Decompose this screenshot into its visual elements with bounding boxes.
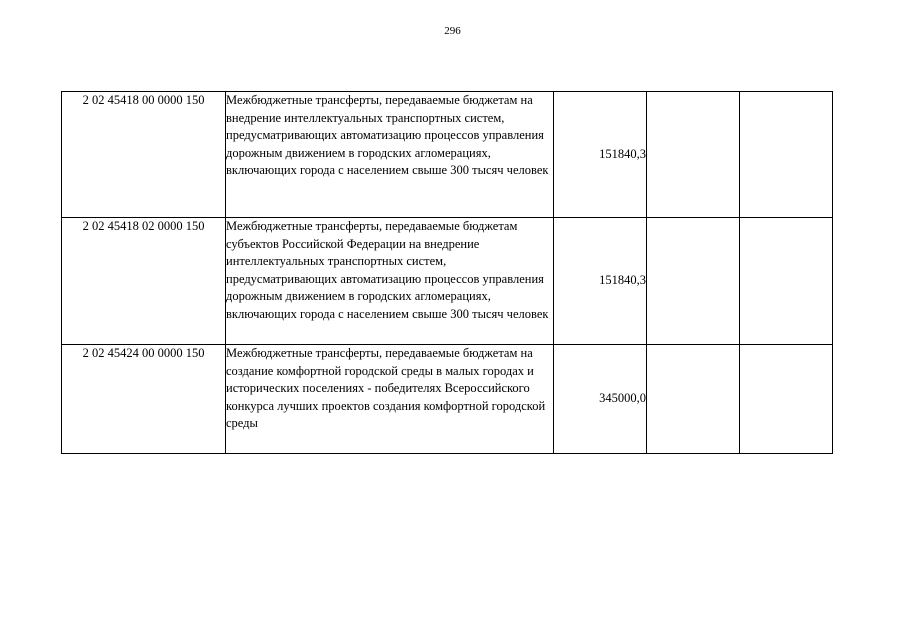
empty-cell: [647, 218, 740, 345]
empty-cell: [740, 345, 833, 454]
table-row: [62, 218, 833, 345]
budget-code-cell: 2 02 45418 02 0000 150: [62, 218, 226, 345]
table-row: [62, 345, 833, 454]
amount-cell: 151840,3: [554, 218, 647, 345]
table-row: [62, 92, 833, 218]
amount-cell: 345000,0: [554, 345, 647, 454]
description-cell: Межбюджетные трансферты, передаваемые бюджетам на внедрение интеллектуальных транспортных систем, предусматривающих автоматизацию процессов управления дорожным движением в городских агломерациях, включающих города с населением свыше 300 тысяч человек: [226, 92, 554, 218]
budget-table: [61, 91, 833, 454]
amount-cell: 151840,3: [554, 92, 647, 218]
empty-cell: [647, 92, 740, 218]
page-number: 296: [444, 25, 461, 37]
description-cell: Межбюджетные трансферты, передаваемые бюджетам на создание комфортной городской среды в малых городах и исторических поселениях - победителях Всероссийского конкурса лучших проектов создания комфортной городской среды: [226, 345, 554, 454]
empty-cell: [740, 218, 833, 345]
description-cell: Межбюджетные трансферты, передаваемые бюджетам субъектов Российской Федерации на внедрение интеллектуальных транспортных систем, предусматривающих автоматизацию процессов управления дорожным движением в городских агломерациях, включающих города с населением свыше 300 тысяч человек: [226, 218, 554, 345]
budget-code-cell: 2 02 45418 00 0000 150: [62, 92, 226, 218]
empty-cell: [740, 92, 833, 218]
budget-code-cell: 2 02 45424 00 0000 150: [62, 345, 226, 454]
empty-cell: [647, 345, 740, 454]
